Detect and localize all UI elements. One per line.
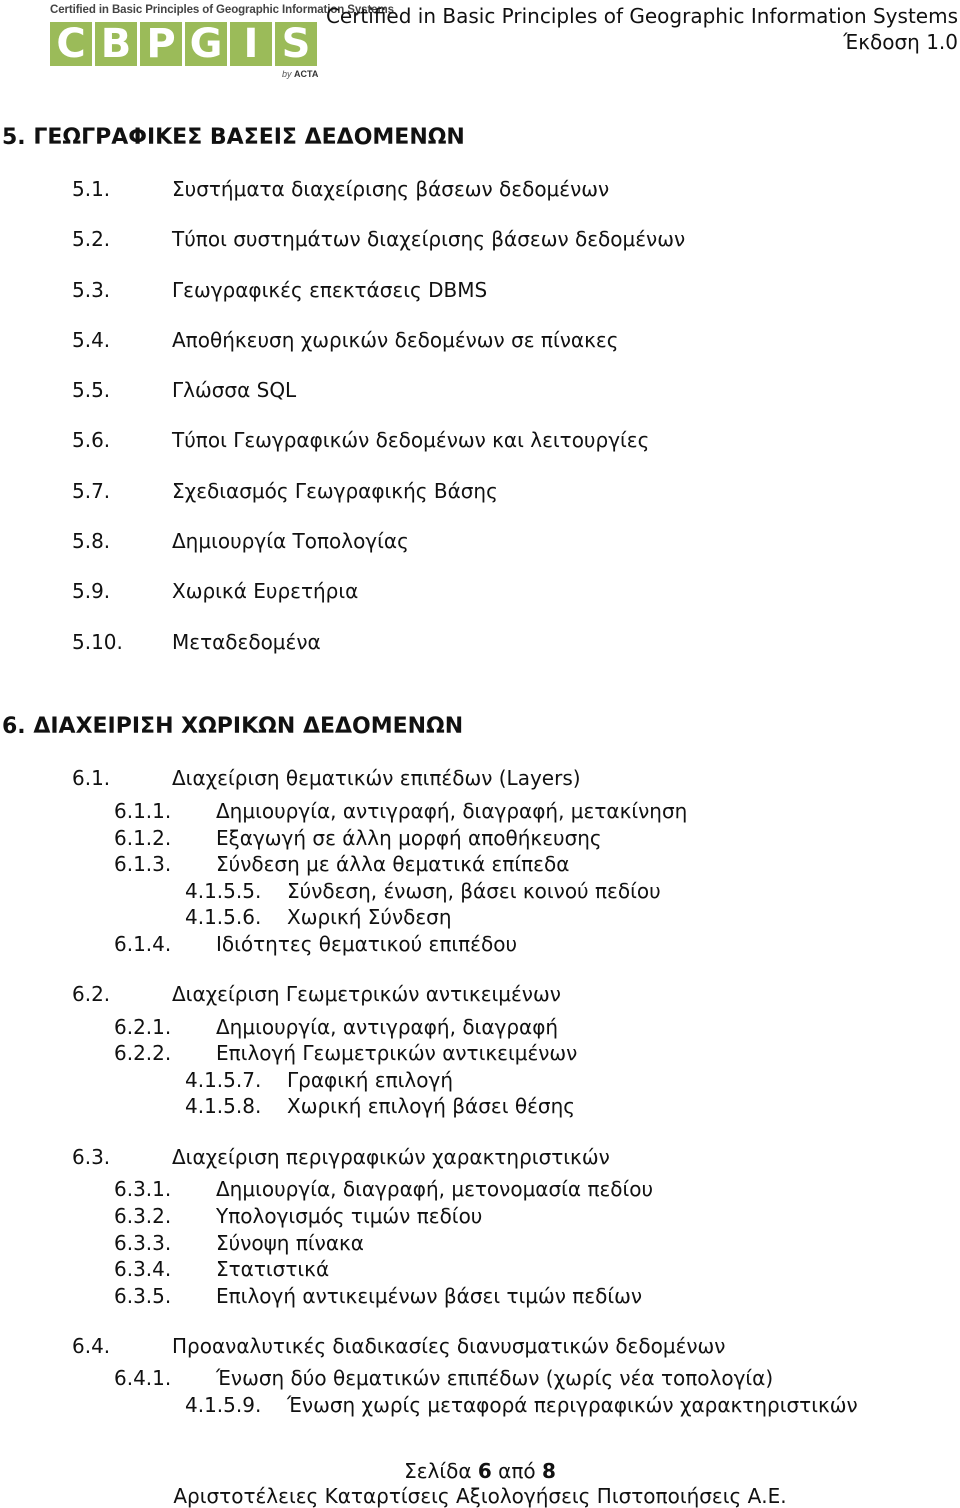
toc-entry: Ιδιότητες θεματικού επιπέδου (216, 932, 518, 956)
section-heading: 5. ΓΕΩΓΡΑΦΙΚΕΣ ΒΑΣΕΙΣ ΔΕΔΟΜΕΝΩΝ (2, 125, 465, 150)
toc-entry: Δημιουργία, αντιγραφή, διαγραφή (216, 1015, 559, 1039)
toc-entry: Δημιουργία, αντιγραφή, διαγραφή, μετακίνηση (216, 799, 688, 823)
toc-number: 4.1.5.5. (185, 879, 262, 903)
logo-letters (50, 22, 317, 66)
toc-number: 5.8. (72, 529, 111, 553)
toc-entry: Σύνδεση, ένωση, βάσει κοινού πεδίου (287, 879, 661, 903)
toc-number: 4.1.5.9. (185, 1393, 262, 1417)
toc-number: 6.2.2. (114, 1041, 172, 1065)
toc-entry: Διαχείριση θεματικών επιπέδων (Layers) (172, 766, 581, 790)
toc-number: 6.3.3. (114, 1231, 172, 1255)
logo-letter: P (140, 22, 182, 66)
toc-number: 5.3. (72, 278, 111, 302)
toc-number: 5.6. (72, 428, 111, 452)
toc-number: 6.1.2. (114, 826, 172, 850)
toc-number: 6.1. (72, 766, 111, 790)
toc-number: 6.2. (72, 982, 111, 1006)
toc-number: 4.1.5.7. (185, 1068, 262, 1092)
toc-entry: Γεωγραφικές επεκτάσεις DBMS (172, 278, 488, 302)
toc-entry: Υπολογισμός τιμών πεδίου (216, 1204, 483, 1228)
toc-entry: Σύνδεση με άλλα θεματικά επίπεδα (216, 852, 570, 876)
toc-number: 6.1.4. (114, 932, 172, 956)
toc-number: 6.3.1. (114, 1177, 172, 1201)
toc-entry: Δημιουργία, διαγραφή, μετονομασία πεδίου (216, 1177, 654, 1201)
toc-entry: Συστήματα διαχείρισης βάσεων δεδομένων (172, 177, 610, 201)
footer-company: Αριστοτέλειες Καταρτίσεις Αξιολογήσεις Πιστοποιήσεις Α.Ε. (173, 1484, 787, 1508)
toc-number: 5.10. (72, 630, 123, 654)
header-version: Έκδοση 1.0 (843, 30, 958, 54)
toc-number: 6.2.1. (114, 1015, 172, 1039)
logo-letter: I (230, 22, 272, 66)
toc-entry: Διαχείριση Γεωμετρικών αντικειμένων (172, 982, 561, 1006)
toc-number: 6.3.4. (114, 1257, 172, 1281)
logo-letter: B (95, 22, 137, 66)
page-number: Σελίδα 6 από 8 (404, 1459, 556, 1483)
logo-letter: C (50, 22, 92, 66)
toc-entry: Σύνοψη πίνακα (216, 1231, 364, 1255)
toc-number: 4.1.5.8. (185, 1094, 262, 1118)
logo-letter: G (185, 22, 227, 66)
toc-entry: Χωρικά Ευρετήρια (172, 579, 359, 603)
toc-entry: Διαχείριση περιγραφικών χαρακτηριστικών (172, 1145, 610, 1169)
section-heading: 6. ΔΙΑΧΕΙΡΙΣΗ ΧΩΡΙΚΩΝ ΔΕΔΟΜΕΝΩΝ (2, 714, 464, 739)
toc-number: 6.3. (72, 1145, 111, 1169)
toc-entry: Προαναλυτικές διαδικασίες διανυσματικών δεδομένων (172, 1334, 726, 1358)
toc-entry: Επιλογή Γεωμετρικών αντικειμένων (216, 1041, 578, 1065)
toc-number: 5.2. (72, 227, 111, 251)
toc-number: 6.4. (72, 1334, 111, 1358)
logo-letter: S (275, 22, 317, 66)
toc-entry: Χωρική Σύνδεση (287, 905, 452, 929)
toc-entry: Ένωση δύο θεματικών επιπέδων (χωρίς νέα τοπολογία) (216, 1366, 774, 1390)
toc-entry: Τύποι Γεωγραφικών δεδομένων και λειτουργίες (172, 428, 650, 452)
toc-entry: Επιλογή αντικειμένων βάσει τιμών πεδίων (216, 1284, 643, 1308)
toc-entry: Στατιστικά (216, 1257, 330, 1281)
cbpgis-logo (50, 4, 394, 80)
toc-number: 6.1.3. (114, 852, 172, 876)
toc-number: 6.1.1. (114, 799, 172, 823)
toc-entry: Τύποι συστημάτων διαχείρισης βάσεων δεδομένων (172, 227, 686, 251)
toc-number: 5.1. (72, 177, 111, 201)
toc-entry: Χωρική επιλογή βάσει θέσης (287, 1094, 575, 1118)
toc-number: 6.4.1. (114, 1366, 172, 1390)
toc-entry: Γλώσσα SQL (172, 378, 297, 402)
toc-number: 4.1.5.6. (185, 905, 262, 929)
toc-entry: Εξαγωγή σε άλλη μορφή αποθήκευσης (216, 826, 602, 850)
toc-entry: Δημιουργία Τοπολογίας (172, 529, 409, 553)
toc-number: 6.3.2. (114, 1204, 172, 1228)
toc-entry: Αποθήκευση χωρικών δεδομένων σε πίνακες (172, 328, 619, 352)
header-title: Certified in Basic Principles of Geographic Information Systems (325, 4, 958, 28)
logo-caption: Certified in Basic Principles of Geographic Information Systems (50, 4, 394, 16)
toc-number: 5.5. (72, 378, 111, 402)
toc-entry: Γραφική επιλογή (287, 1068, 454, 1092)
toc-number: 6.3.5. (114, 1284, 172, 1308)
logo-by: by ACTA (282, 69, 319, 79)
toc-entry: Ένωση χωρίς μεταφορά περιγραφικών χαρακτηριστικών (287, 1393, 858, 1417)
toc-number: 5.4. (72, 328, 111, 352)
toc-number: 5.7. (72, 479, 111, 503)
toc-entry: Μεταδεδομένα (172, 630, 321, 654)
toc-entry: Σχεδιασμός Γεωγραφικής Βάσης (172, 479, 498, 503)
toc-number: 5.9. (72, 579, 111, 603)
